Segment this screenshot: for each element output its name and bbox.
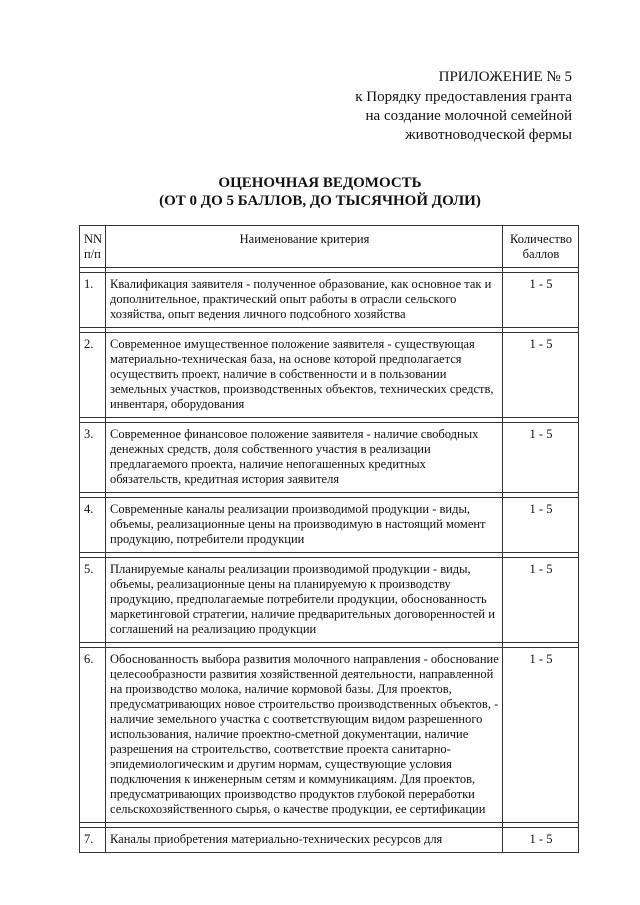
- appendix-header: [272, 68, 572, 145]
- row-criterion: Каналы приобретения материально-технических ресурсов для: [106, 828, 503, 853]
- row-number: 3.: [80, 423, 106, 493]
- row-criterion: Квалификация заявителя - полученное образование, как основное так и дополнительное, практический опыт работы в отрасли сельского хозяйства, опыт ведения личного подсобного хозяйства: [106, 273, 503, 328]
- header-number-line: п/п: [84, 247, 101, 261]
- row-score: 1 - 5: [503, 273, 579, 328]
- header-number-line: NN: [84, 232, 103, 246]
- row-criterion: Обоснованность выбора развития молочного направления - обоснование целесообразности развития хозяйственной деятельности, направленной на производство молока, наличие кормовой базы. Для проектов, предусматривающих новое строительство производственных объектов, - наличие земельного участка с соответствующим видом разрешенного использования, наличие проектно-сметной документации, наличие разрешения на строительство, соответствие проекта санитарно-эпидемиологическим и другим нормам, существующие условия подключения к инженерным сетям и коммуникациям. Для проектов, предусматривающих производство продуктов глубокой переработки сельскохозяйственного сырья, о качестве продукции, ее сертификации: [106, 648, 503, 823]
- table-row: [80, 828, 579, 853]
- row-number: 7.: [80, 828, 106, 853]
- row-score: 1 - 5: [503, 648, 579, 823]
- document-title: [0, 174, 640, 210]
- appendix-line: на создание молочной семейной: [365, 108, 572, 124]
- row-number: 1.: [80, 273, 106, 328]
- header-score: [503, 226, 579, 268]
- table-row: [80, 423, 579, 493]
- row-score: 1 - 5: [503, 828, 579, 853]
- row-criterion: Планируемые каналы реализации производимой продукции - виды, объемы, реализационные цены на планируемую к производству продукцию, предполагаемые потребители продукции, обоснованность маркетинговой стратегии, наличие предварительных договоренностей и соглашений на реализацию продукции: [106, 558, 503, 643]
- table-row: [80, 333, 579, 418]
- appendix-line: к Порядку предоставления гранта: [355, 89, 572, 105]
- table-row: [80, 273, 579, 328]
- row-score: 1 - 5: [503, 423, 579, 493]
- row-criterion: Современное имущественное положение заявителя - существующая материально-техническая база, на основе которой предполагается осуществить проект, наличие в собственности и в пользовании земельных участков, производственных объектов, технических средств, инвентаря, оборудования: [106, 333, 503, 418]
- row-score: 1 - 5: [503, 558, 579, 643]
- criteria-table: [79, 225, 579, 853]
- header-criterion: Наименование критерия: [106, 226, 503, 268]
- row-score: 1 - 5: [503, 498, 579, 553]
- row-number: 2.: [80, 333, 106, 418]
- header-number: [80, 226, 106, 268]
- table-row: [80, 498, 579, 553]
- header-score-line: Количество: [510, 232, 572, 246]
- row-criterion: Современное финансовое положение заявителя - наличие свободных денежных средств, доля собственного участия в реализации предлагаемого проекта, наличие непогашенных кредитных обязательств, кредитная история заявителя: [106, 423, 503, 493]
- table-row: [80, 558, 579, 643]
- appendix-line: животноводческой фермы: [405, 127, 572, 143]
- header-score-line: баллов: [522, 247, 560, 261]
- row-score: 1 - 5: [503, 333, 579, 418]
- appendix-title: ПРИЛОЖЕНИЕ № 5: [438, 69, 572, 85]
- row-number: 5.: [80, 558, 106, 643]
- table-header-row: [80, 226, 579, 268]
- row-number: 4.: [80, 498, 106, 553]
- table-row: [80, 648, 579, 823]
- row-number: 6.: [80, 648, 106, 823]
- document-title-line: ОЦЕНОЧНАЯ ВЕДОМОСТЬ: [218, 175, 422, 191]
- document-subtitle-line: (ОТ 0 ДО 5 БАЛЛОВ, ДО ТЫСЯЧНОЙ ДОЛИ): [159, 193, 481, 209]
- row-criterion: Современные каналы реализации производимой продукции - виды, объемы, реализационные цены на производимую в настоящий момент продукцию, потребители продукции: [106, 498, 503, 553]
